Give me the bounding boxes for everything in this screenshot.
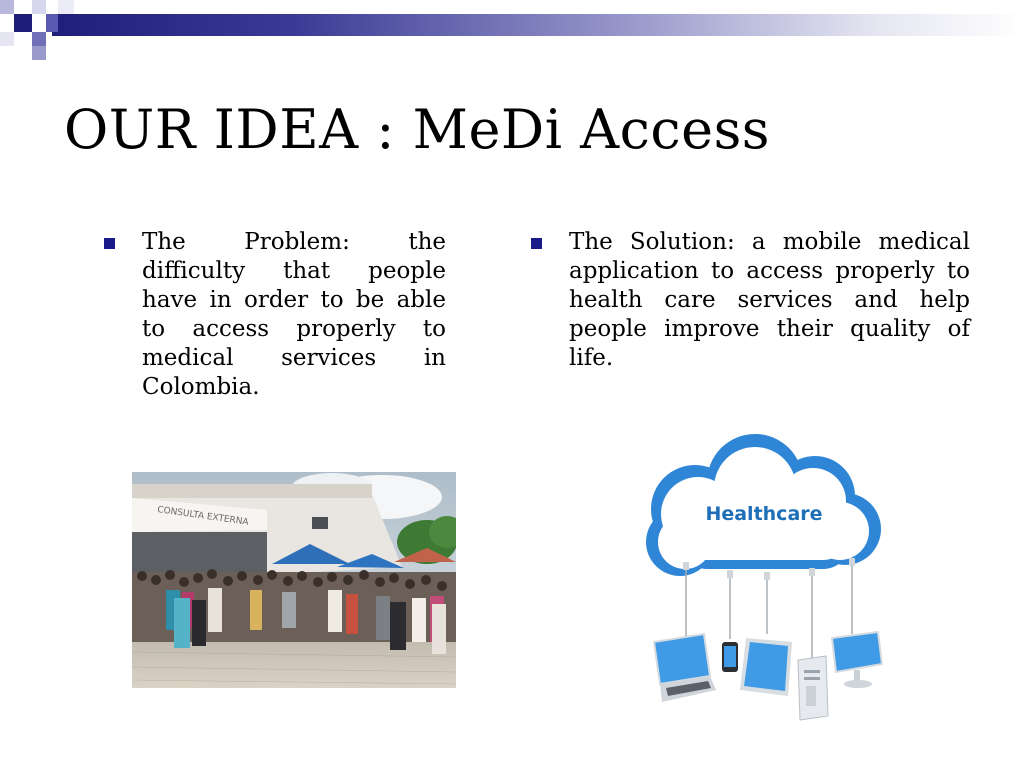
header-square bbox=[0, 0, 14, 14]
bullet-square-icon bbox=[531, 238, 542, 249]
healthcare-cloud-icon bbox=[640, 434, 890, 724]
bullet-problem-text: The Problem: the difficulty that people have in order to be able to access properly to medical services in Colombia. bbox=[142, 229, 446, 400]
phone-icon bbox=[722, 642, 738, 672]
header-square bbox=[32, 46, 46, 60]
bullet-solution-text: The Solution: a mobile medical application to access properly to health care services and help people improve their quality of life. bbox=[569, 229, 970, 371]
laptop-icon bbox=[654, 634, 716, 702]
header-square bbox=[46, 14, 58, 32]
header-gradient-bar bbox=[52, 14, 1024, 36]
clinic-crowd-illustration bbox=[132, 472, 456, 688]
cloud-label: Healthcare bbox=[705, 503, 823, 525]
tablet-icon bbox=[740, 638, 792, 696]
header-square bbox=[0, 32, 14, 46]
bullet-square-icon bbox=[104, 238, 115, 249]
header-square bbox=[32, 0, 46, 14]
header-square bbox=[58, 0, 74, 14]
healthcare-cloud-illustration bbox=[640, 434, 890, 724]
monitor-icon bbox=[832, 632, 882, 688]
header-square bbox=[14, 14, 32, 32]
server-icon bbox=[798, 656, 828, 720]
slide-title: OUR IDEA : MeDi Access bbox=[64, 98, 771, 161]
svg-text:CONSULTA EXTERNA: CONSULTA EXTERNA bbox=[156, 505, 250, 528]
clinic-crowd-photo bbox=[132, 472, 456, 688]
header-square bbox=[32, 32, 46, 46]
